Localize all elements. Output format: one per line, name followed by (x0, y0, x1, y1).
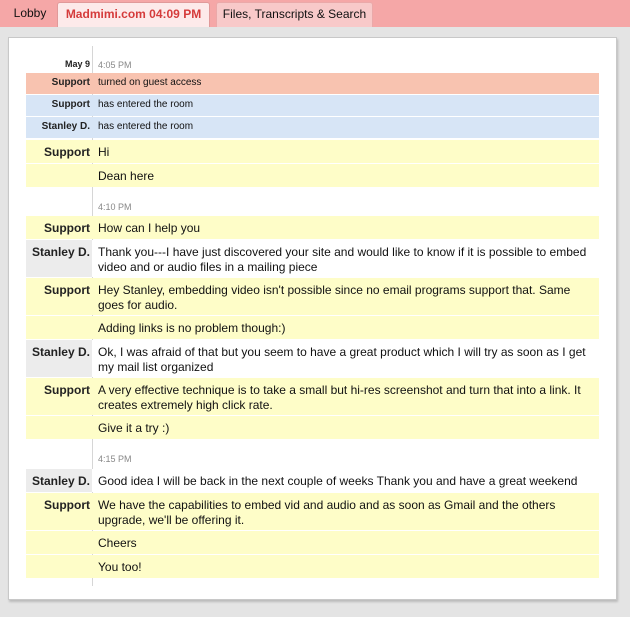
event-author: Support (51, 77, 90, 88)
message-row (26, 493, 599, 530)
message-text: Thank you---I have just discovered your site and would like to know if it is possible to embed video and or audio files in a mailing piece (98, 245, 587, 274)
timestamp-row (26, 59, 599, 73)
event-row (26, 95, 599, 116)
message-text: Hey Stanley, embedding video isn't possible since no email programs support that. Same goes for audio. (98, 283, 571, 312)
event-author: Support (51, 99, 90, 110)
message-text: Give it a try :) (98, 421, 170, 435)
event-text: has entered the room (98, 121, 194, 132)
message-row (26, 216, 599, 239)
message-row (26, 240, 599, 277)
timestamp: 4:10 PM (98, 202, 132, 212)
message-author: Support (44, 498, 90, 512)
chat-transcript-panel (8, 37, 617, 600)
message-text: Ok, I was afraid of that but you seem to have a great product which I will try as soon as I get my mail list organized (98, 345, 586, 374)
message-text: You too! (98, 560, 142, 574)
message-text: Adding links is no problem though:) (98, 321, 286, 335)
tab-madmimi-chat[interactable]: Madmimi.com 04:09 PM (57, 2, 210, 27)
message-text: Hi (98, 145, 110, 159)
message-author: Support (44, 383, 90, 397)
timestamp: 4:15 PM (98, 454, 132, 464)
message-author: Stanley D. (31, 345, 90, 359)
tab-files-transcripts-search[interactable]: Files, Transcripts & Search (216, 2, 373, 27)
timestamp: 4:05 PM (98, 60, 132, 70)
event-row (26, 73, 599, 94)
event-row (26, 117, 599, 138)
message-text: A very effective technique is to take a small but hi-res screenshot and turn that into a link. It creates extremely high click rate. (98, 383, 581, 412)
message-row (26, 316, 599, 339)
timestamp-row (26, 453, 599, 467)
message-author: Stanley D. (31, 245, 90, 259)
date-label: May 9 (64, 59, 90, 69)
message-row (26, 531, 599, 554)
message-row (26, 378, 599, 415)
message-row (26, 416, 599, 439)
event-author: Stanley D. (41, 121, 90, 132)
message-author: Support (44, 283, 90, 297)
message-row (26, 469, 599, 492)
message-author: Stanley D. (31, 474, 90, 488)
message-text: Good idea I will be back in the next couple of weeks Thank you and have a great weekend (98, 474, 578, 488)
timestamp-row (26, 201, 599, 215)
tab-bar (0, 0, 630, 27)
message-text: Dean here (98, 169, 155, 183)
message-author: Support (44, 221, 90, 235)
message-row (26, 140, 599, 163)
message-row (26, 555, 599, 578)
message-text: We have the capabilities to embed vid and audio and as soon as Gmail and the others upgrade, we'll be offering it. (98, 498, 556, 527)
event-text: turned on guest access (98, 77, 202, 88)
tab-lobby[interactable]: Lobby (6, 2, 54, 27)
message-text: Cheers (98, 536, 137, 550)
message-text: How can I help you (98, 221, 201, 235)
message-row (26, 164, 599, 187)
message-row (26, 340, 599, 377)
message-author: Support (44, 145, 90, 159)
message-row (26, 278, 599, 315)
event-text: has entered the room (98, 99, 194, 110)
